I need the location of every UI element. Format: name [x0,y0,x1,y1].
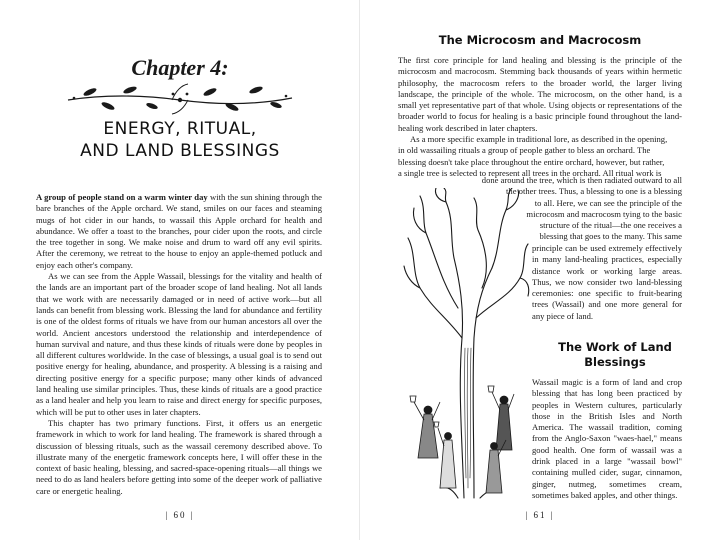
tree-illustration [402,188,532,503]
text-line: structure of the ritual—the one receives a [539,220,682,231]
vine-ornament-icon [60,80,300,116]
page-number: | 60 | [165,510,195,520]
paragraph-text: with the sun shining through the bare branches of the Apple orchard. We stand, smiles on our faces and steaming mugs of hot cider in our hands, to wassail this Apple orchard for health and abundance. We offer a toast to the branches, pour cider upon the roots, and circle the tree together in song. We make noise and drum to ward off any evil spirits. After the ceremony, we retreat to the house to enjoy an apple-themed potluck and enjoy each other's company. [36,192,322,270]
text-line: in old wassailing rituals a group of people gather to bless an orchard. The [398,145,651,156]
paragraph: This chapter has two primary functions. First, it offers us an energetic framework in which to work for land healing. The framework is shared through a discussion of blessing rituals, such as the wassail ceremony described above. To illustrate many of the energetic framework concepts here, I will offer these in the context of basic healing, blessing, and sacred-space-opening rituals—all things we need to do as land healers before getting into some of the deeper work of palliative care or energetic healing. [36,417,322,496]
paragraph: Wassail magic is a form of land and crop blessing that has long been practiced by peoples in Western cultures, particularly those in the British Isles and North America. The wassail tradition, coming from the Anglo-Saxon "waes-hael," means good health. One form of wassail was a drink placed in a large "wassail bowl" containing mulled cider, sugar, cinnamon, ginger, nutmeg, sometimes cream, sometimes baked apples, and other things. [532,377,682,500]
text-line: blessing that goes to the many. This same [539,231,682,242]
text-line: blessing doesn't take place throughout the entire orchard, however, but rather, [398,156,665,167]
paragraph [36,192,322,271]
chapter-title [40,118,320,162]
text-line: As a more specific example in traditional lore, as described in the opening, [410,134,668,145]
right-body-text [398,55,682,179]
paragraph: The first core principle for land healing and blessing is the principle of the microcosm and macrocosm. Stemming back thousands of years within hermetic philosophy, the macrocosm refers to the broader world, the larger living landscape, the principle of the whole. The microcosm, on the other hand, is a small yet representative part of that whole. Using objects or representations of the broader world to focus for healing is a basic principle found throughout the land-healing work described in later chapters. [398,55,682,133]
text-line: to all. Here, we can see the principle of the [534,197,682,208]
chapter-number: Chapter 4: [131,55,229,80]
section-title: The Work of Land Blessings [558,340,672,369]
text-line: the other trees. Thus, a blessing to one is a blessing [506,186,682,197]
text-line: microcosm and macrocosm tying to the basic [526,208,682,219]
text-line: done around the tree, which is then radiated outward to all [481,175,682,185]
page-number: | 61 | [525,510,555,520]
section-title: The Microcosm and Macrocosm [438,33,642,47]
narrow-paragraph: principle can be used extremely effectively in many land-healing practices, especially distance work or working large areas. Thus, we now consider two land-blessing ceremonies: one specific to fruit-bearing trees (Wassail) and one more general for any piece of land. [532,243,682,321]
paragraph [398,134,682,179]
lead-in: A group of people stand on a warm winter day [36,192,208,202]
chapter-title-line-2: AND LAND BLESSINGS [80,141,280,161]
paragraph: As we can see from the Apple Wassail, blessings for the vitality and health of the lands are an important part of the broader scope of land healing. Not all lands that we work with are necessarily damaged or in need of active work—but all lands can benefit from blessing work. Blessing the land for abundance and fertility is one of the oldest forms of rituals we have from our human ancestors all over the world. Ancient ancestors understood the relationship and interdependence of human survival and nature, and thus these kinds of rituals were done by peoples in all different cultures worldwide. In the case of blessings, a usual goal is to send out positive energy for healing, abundance, and prosperity. A blessing is a raising and directing positive energy for a specific purpose; many other kinds of advanced land healing use similar principles. Thus, these kinds of rituals are a good practice as a land healer and help you learn to raise and direct energy for specific purposes, which will be put to other uses in later chapters. [36,271,322,417]
text-line: a single tree is selected to represent all trees in the orchard. All ritual work is [398,167,662,178]
left-body-text [36,192,322,497]
chapter-title-line-1: ENERGY, RITUAL, [103,119,257,139]
